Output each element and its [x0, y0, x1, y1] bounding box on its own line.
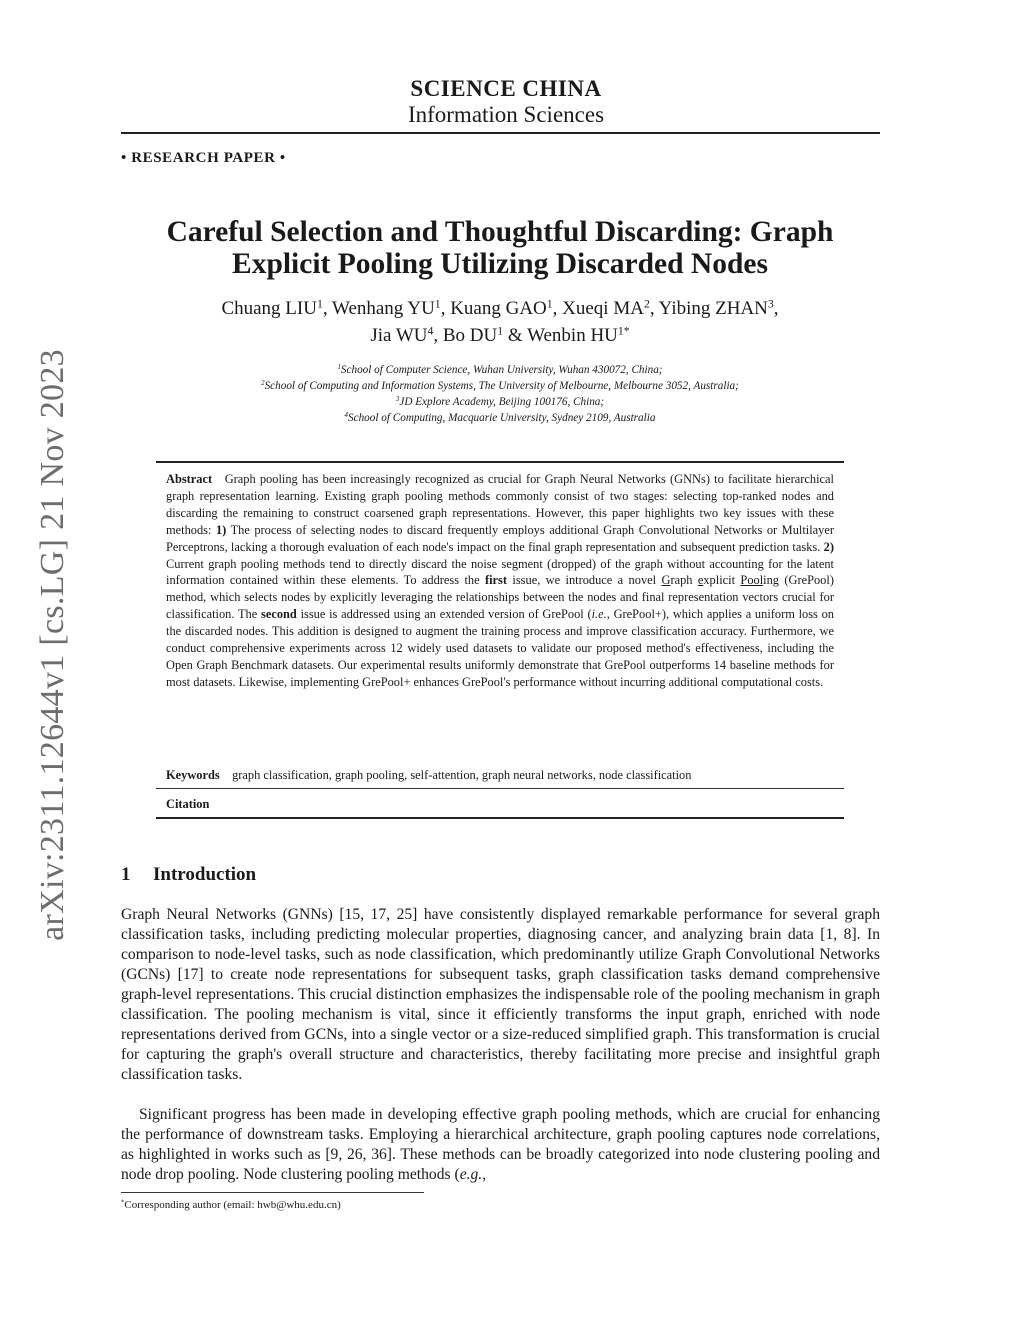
arxiv-identifier: arXiv:2311.12644v1 [cs.LG] 21 Nov 2023 — [34, 349, 71, 941]
title-line-2: Explicit Pooling Utilizing Discarded Nodes — [232, 248, 768, 280]
author-line-1: Chuang LIU$^1$, Wenhang $YU^1$, Kuang GAO$^1$, Xueqi $MA^2$, Yibing ZHAN$^3$, — [221, 297, 779, 319]
abstract-label: Abstract — [166, 472, 213, 486]
keywords — [166, 768, 691, 783]
paper-title — [100, 216, 900, 280]
author: Kuang GAO$^1$ — [450, 297, 553, 319]
citation-label: Citation — [166, 797, 210, 811]
abstract-top-rule — [156, 461, 844, 463]
section-heading — [121, 864, 256, 886]
abstract-bottom-rule — [156, 817, 844, 819]
author: Jia $WU^4$ — [370, 324, 434, 346]
affiliations — [100, 362, 900, 426]
author: Yibing ZHAN$^3$ — [658, 297, 774, 319]
article-type: • RESEARCH PAPER • — [121, 150, 286, 166]
affiliation: $^2$School of Computing and Information Systems, The University of Melbourne, Melbourne 3052, Australia; — [261, 379, 739, 392]
intro-paragraph-1: Graph Neural Networks (GNNs) [15, 17, 25] have consistently displayed remarkable performance for several graph classification tasks, including predicting molecular properties, diagnosing cancer, and analyzing brain data [1, 8]. In comparison to node-level tasks, such as node classification, which predominantly utilize Graph Convolutional Networks (GCNs) [17] to create node representations for subsequent tasks, graph classification tasks demand comprehensive graph-level representations. This crucial distinction emphasizes the indispensable role of the pooling mechanism in graph classification. The pooling mechanism is vital, since it efficiently transforms the input graph, enriched with node representations derived from GCNs, into a single vector or a size-reduced simplified graph. This transformation is crucial for capturing the graph's overall structure and characteristics, thereby facilitating more precise and insightful graph classification tasks. — [121, 906, 880, 1083]
affiliation: $^4$School of Computing, Macquarie University, Sydney 2109, Australia — [344, 411, 656, 424]
affiliation: $^3$JD Explore Academy, Beijing 100176, China; — [395, 395, 605, 408]
section-title: Introduction — [153, 864, 257, 885]
section-number: 1 — [121, 864, 131, 885]
title-line-1: Careful Selection and Thoughtful Discarding: Graph — [166, 216, 834, 248]
author: Wenhang $YU^1$ — [332, 297, 441, 319]
author-list — [100, 295, 900, 349]
journal-subtitle: Information Sciences — [407, 102, 605, 127]
keywords-rule — [156, 788, 844, 789]
author: Bo $DU^1$ — [442, 324, 504, 346]
footnote: *Corresponding author (email: hwb@whu.edu.cn) — [121, 1199, 341, 1211]
keywords-text: graph classification, graph pooling, self-attention, graph neural networks, node classification — [232, 768, 692, 782]
footnote-rule — [121, 1192, 424, 1193]
keywords-label: Keywords — [166, 768, 220, 782]
author: Xueqi $MA^2$ — [562, 297, 650, 319]
author: Wenbin $HU^{1*}$ — [527, 324, 630, 346]
arxiv-sidebar — [33, 345, 73, 945]
journal-name: SCIENCE CHINA — [410, 76, 602, 101]
author: Chuang LIU$^1$ — [221, 297, 323, 319]
affiliation: $^1$School of Computer Science, Wuhan University, Wuhan 430072, China; — [337, 363, 663, 376]
author-line-2: Jia $WU^4$, Bo $DU^1$ & Wenbin $HU^{1*}$ — [370, 324, 630, 346]
abstract: Abstract Graph pooling has been increasingly recognized as crucial for Graph Neural Networks (GNNs) to facilitate hierarchical graph representation learning. Existing graph pooling methods commonly consist of two stages: selecting top-ranked nodes and discarding the remaining to construct coarsened graph representations. However, this paper highlights two key issues with these methods: 1) The process of selecting nodes to discard frequently employs additional Graph Convolutional Networks or Multilayer Perceptrons, lacking a thorough evaluation of each node's impact on the final graph representation and subsequent prediction tasks. 2) Current graph pooling methods tend to directly discard the noise segment (dropped) of the graph without accounting for the latent information contained within these elements. To address the first issue, we introduce a novel Graph explicit Pooling (GrePool) method, which selects nodes by explicitly leveraging the relationships between the nodes and final representation vectors crucial for classification. The second issue is addressed using an extended version of GrePool (i.e., GrePool+), which applies a uniform loss on the discarded nodes. This addition is designed to augment the training process and improve classification accuracy. Furthermore, we conduct comprehensive experiments across 12 widely used datasets to validate our proposed method's effectiveness, including the Open Graph Benchmark datasets. Our experimental results uniformly demonstrate that GrePool outperforms 14 baseline methods for most datasets. Likewise, implementing GrePool+ enhances GrePool's performance without incurring additional computational costs. — [166, 472, 834, 689]
header-rule — [121, 132, 880, 134]
intro-paragraph-2: Significant progress has been made in developing effective graph pooling methods, which are crucial for enhancing the performance of downstream tasks. Employing a hierarchical architecture, graph pooling captures node correlations, as highlighted in works such as [9, 26, 36]. These methods can be broadly categorized into node clustering pooling and node drop pooling. Node clustering pooling methods (e.g., — [121, 1106, 880, 1183]
